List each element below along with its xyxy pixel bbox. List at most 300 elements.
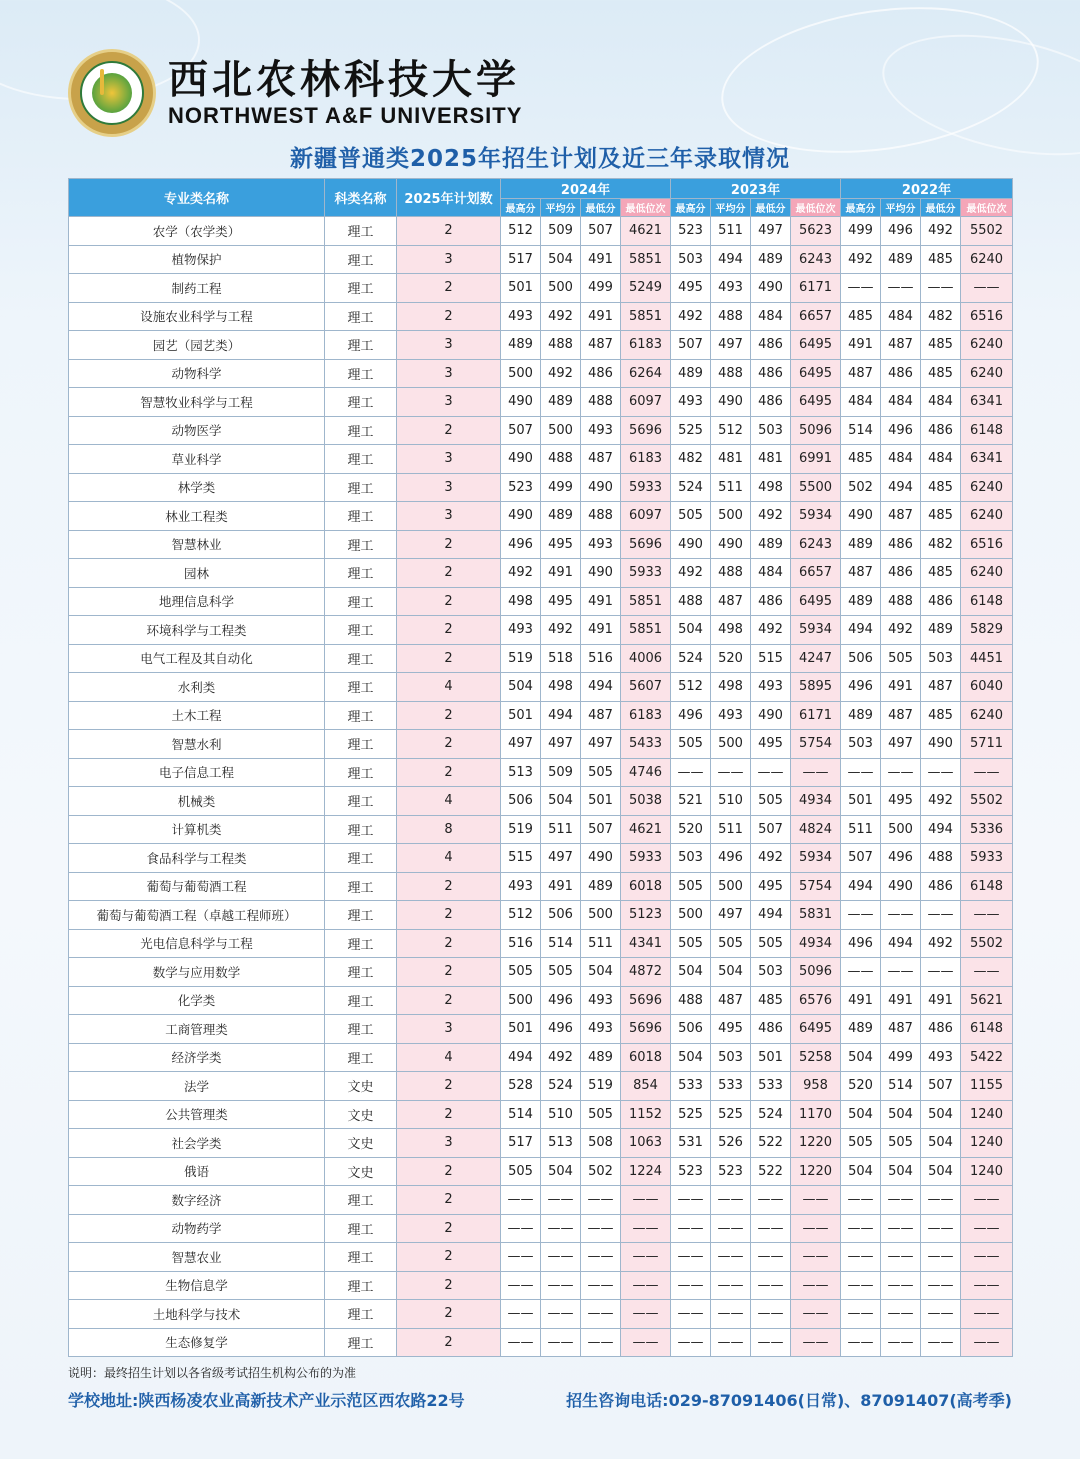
avg-score-cell: 518 [541,644,581,673]
min-score-cell: 487 [581,445,621,474]
plan-count-cell: 2 [397,986,501,1015]
avg-score-cell: —— [711,758,751,787]
min-score-cell: —— [581,1186,621,1215]
category-cell: 理工 [325,302,397,331]
avg-score-cell: 488 [711,359,751,388]
avg-score-cell: 510 [541,1100,581,1129]
school-address: 学校地址:陕西杨凌农业高新技术产业示范区西农路22号 [68,1391,465,1410]
max-score-cell: 482 [671,445,711,474]
min-rank-cell: 4824 [791,815,841,844]
min-score-cell: 493 [581,986,621,1015]
min-rank-cell: 6240 [961,502,1013,531]
min-rank-cell: 5933 [621,473,671,502]
min-score-cell: 488 [921,844,961,873]
min-rank-cell: 5123 [621,901,671,930]
major-name-cell: 工商管理类 [69,1015,325,1044]
min-rank-cell: 1152 [621,1100,671,1129]
avg-score-cell: 487 [881,701,921,730]
plan-count-cell: 2 [397,929,501,958]
min-score-cell: 486 [921,872,961,901]
major-name-cell: 食品科学与工程类 [69,844,325,873]
category-cell: 理工 [325,815,397,844]
table-row [69,644,1013,673]
min-score-cell: 522 [751,1157,791,1186]
category-cell: 理工 [325,986,397,1015]
min-rank-cell: 5934 [791,616,841,645]
avg-score-cell: 496 [711,844,751,873]
min-score-cell: 504 [581,958,621,987]
min-score-cell: 484 [751,559,791,588]
category-cell: 文史 [325,1129,397,1158]
max-score-cell: 514 [501,1100,541,1129]
min-score-cell: 492 [921,929,961,958]
min-rank-cell: 6183 [621,701,671,730]
avg-score-cell: 504 [881,1100,921,1129]
min-score-cell: 486 [751,359,791,388]
avg-score-cell: 498 [711,616,751,645]
avg-score-cell: 494 [541,701,581,730]
max-score-cell: —— [501,1186,541,1215]
major-name-cell: 地理信息科学 [69,587,325,616]
min-rank-cell: —— [961,1186,1013,1215]
table-row [69,1328,1013,1357]
min-score-cell: 490 [581,473,621,502]
plan-count-cell: 3 [397,1129,501,1158]
major-name-cell: 葡萄与葡萄酒工程（卓越工程师班） [69,901,325,930]
avg-score-cell: 488 [541,331,581,360]
avg-score-cell: 523 [711,1157,751,1186]
max-score-cell: 515 [501,844,541,873]
max-score-cell: 489 [841,530,881,559]
max-score-cell: 506 [671,1015,711,1044]
min-rank-cell: 5933 [621,559,671,588]
avg-score-cell: 512 [711,416,751,445]
plan-count-cell: 3 [397,445,501,474]
max-score-cell: 524 [671,473,711,502]
table-row [69,217,1013,246]
max-score-cell: 489 [841,701,881,730]
min-rank-cell: 4341 [621,929,671,958]
min-score-cell: —— [751,1214,791,1243]
min-rank-cell: 5502 [961,787,1013,816]
major-name-cell: 葡萄与葡萄酒工程 [69,872,325,901]
major-name-cell: 机械类 [69,787,325,816]
table-row [69,787,1013,816]
min-score-cell: 486 [751,331,791,360]
min-rank-cell: 4746 [621,758,671,787]
min-score-cell: —— [581,1300,621,1329]
avg-score-cell: 495 [711,1015,751,1044]
min-rank-cell: 1240 [961,1157,1013,1186]
avg-score-cell: 494 [881,473,921,502]
max-score-cell: 489 [841,587,881,616]
header-min-score: 最低分 [581,199,621,217]
major-name-cell: 智慧水利 [69,730,325,759]
max-score-cell: 503 [671,245,711,274]
min-rank-cell: 6097 [621,388,671,417]
plan-count-cell: 2 [397,1271,501,1300]
min-rank-cell: 5934 [791,844,841,873]
table-row [69,986,1013,1015]
avg-score-cell: 487 [881,1015,921,1044]
avg-score-cell: 506 [541,901,581,930]
min-rank-cell: 6495 [791,359,841,388]
table-row [69,730,1013,759]
max-score-cell: —— [671,1186,711,1215]
avg-score-cell: 484 [881,445,921,474]
min-score-cell: 505 [751,787,791,816]
max-score-cell: 498 [501,587,541,616]
min-score-cell: 501 [751,1043,791,1072]
min-score-cell: 522 [751,1129,791,1158]
avg-score-cell: 500 [881,815,921,844]
min-score-cell: 504 [921,1157,961,1186]
avg-score-cell: 497 [711,331,751,360]
avg-score-cell: 500 [711,502,751,531]
category-cell: 理工 [325,872,397,901]
avg-score-cell: 505 [881,644,921,673]
table-row [69,388,1013,417]
major-name-cell: 数学与应用数学 [69,958,325,987]
max-score-cell: 501 [841,787,881,816]
max-score-cell: 505 [501,958,541,987]
plan-count-cell: 2 [397,701,501,730]
avg-score-cell: 500 [541,416,581,445]
table-row [69,530,1013,559]
min-score-cell: 493 [751,673,791,702]
max-score-cell: 492 [671,302,711,331]
min-score-cell: 493 [921,1043,961,1072]
table-row [69,844,1013,873]
avg-score-cell: 500 [711,730,751,759]
major-name-cell: 生态修复学 [69,1328,325,1357]
max-score-cell: 505 [501,1157,541,1186]
plan-count-cell: 2 [397,1186,501,1215]
min-score-cell: —— [921,958,961,987]
avg-score-cell: 504 [711,958,751,987]
plan-count-cell: 2 [397,274,501,303]
plan-count-cell: 8 [397,815,501,844]
min-rank-cell: 6657 [791,559,841,588]
max-score-cell: 492 [841,245,881,274]
category-cell: 理工 [325,730,397,759]
max-score-cell: 505 [671,502,711,531]
max-score-cell: 494 [841,872,881,901]
min-rank-cell: 6183 [621,445,671,474]
table-row [69,673,1013,702]
min-rank-cell: 5851 [621,587,671,616]
header-max-score: 最高分 [671,199,711,217]
min-score-cell: 495 [751,730,791,759]
header-max-score: 最高分 [841,199,881,217]
min-score-cell: 533 [751,1072,791,1101]
max-score-cell: 525 [671,416,711,445]
max-score-cell: —— [841,758,881,787]
avg-score-cell: 511 [711,217,751,246]
min-rank-cell: 6657 [791,302,841,331]
min-score-cell: —— [751,758,791,787]
min-rank-cell: 5851 [621,616,671,645]
min-rank-cell: 5096 [791,958,841,987]
major-name-cell: 草业科学 [69,445,325,474]
header-min-score: 最低分 [751,199,791,217]
min-score-cell: —— [581,1328,621,1357]
avg-score-cell: 486 [881,559,921,588]
min-score-cell: 494 [581,673,621,702]
min-score-cell: 488 [581,502,621,531]
max-score-cell: —— [841,901,881,930]
min-score-cell: 486 [751,1015,791,1044]
header-min-rank: 最低位次 [621,199,671,217]
min-score-cell: 489 [581,1043,621,1072]
min-rank-cell: 6240 [961,245,1013,274]
plan-count-cell: 3 [397,473,501,502]
category-cell: 理工 [325,1043,397,1072]
min-rank-cell: 1170 [791,1100,841,1129]
max-score-cell: 505 [671,730,711,759]
plan-count-cell: 2 [397,901,501,930]
university-name-en: NORTHWEST A&F UNIVERSITY [168,103,523,128]
plan-count-cell: 4 [397,844,501,873]
category-cell: 理工 [325,844,397,873]
max-score-cell: 519 [501,815,541,844]
avg-score-cell: 499 [881,1043,921,1072]
max-score-cell: 491 [841,986,881,1015]
min-rank-cell: —— [961,1328,1013,1357]
min-rank-cell: 6243 [791,530,841,559]
max-score-cell: 520 [671,815,711,844]
table-row [69,1072,1013,1101]
category-cell: 理工 [325,1186,397,1215]
category-cell: 理工 [325,616,397,645]
plan-count-cell: 2 [397,1214,501,1243]
major-name-cell: 社会学类 [69,1129,325,1158]
min-score-cell: —— [921,1214,961,1243]
min-rank-cell: 6148 [961,416,1013,445]
avg-score-cell: 514 [881,1072,921,1101]
max-score-cell: 504 [671,958,711,987]
avg-score-cell: 509 [541,758,581,787]
max-score-cell: —— [841,1328,881,1357]
max-score-cell: 500 [671,901,711,930]
min-score-cell: 504 [921,1100,961,1129]
avg-score-cell: —— [881,1243,921,1272]
min-rank-cell: 6576 [791,986,841,1015]
avg-score-cell: —— [881,958,921,987]
header-avg-score: 平均分 [881,199,921,217]
min-score-cell: 492 [751,502,791,531]
min-score-cell: 505 [751,929,791,958]
avg-score-cell: 511 [711,473,751,502]
category-cell: 理工 [325,274,397,303]
avg-score-cell: —— [881,1186,921,1215]
min-score-cell: 501 [581,787,621,816]
min-rank-cell: 5696 [621,1015,671,1044]
min-score-cell: —— [921,1243,961,1272]
max-score-cell: 493 [501,302,541,331]
min-rank-cell: 1240 [961,1129,1013,1158]
min-rank-cell: 5754 [791,730,841,759]
min-score-cell: —— [921,758,961,787]
plan-count-cell: 3 [397,359,501,388]
avg-score-cell: 495 [541,530,581,559]
avg-score-cell: 511 [541,815,581,844]
min-rank-cell: 6495 [791,331,841,360]
category-cell: 理工 [325,416,397,445]
min-rank-cell: 5249 [621,274,671,303]
header-max-score: 最高分 [501,199,541,217]
min-score-cell: 485 [921,473,961,502]
min-score-cell: 482 [921,530,961,559]
avg-score-cell: 524 [541,1072,581,1101]
min-score-cell: 507 [581,217,621,246]
min-rank-cell: 4621 [621,815,671,844]
min-score-cell: —— [921,1271,961,1300]
max-score-cell: 484 [841,388,881,417]
max-score-cell: —— [671,758,711,787]
category-cell: 理工 [325,445,397,474]
avg-score-cell: 493 [711,701,751,730]
min-rank-cell: 4006 [621,644,671,673]
max-score-cell: 507 [671,331,711,360]
min-rank-cell: —— [791,1300,841,1329]
min-rank-cell: 6018 [621,1043,671,1072]
category-cell: 理工 [325,644,397,673]
max-score-cell: 500 [501,359,541,388]
min-rank-cell: 5502 [961,217,1013,246]
min-rank-cell: 5607 [621,673,671,702]
max-score-cell: 495 [671,274,711,303]
major-name-cell: 计算机类 [69,815,325,844]
min-score-cell: —— [921,274,961,303]
table-row [69,758,1013,787]
plan-count-cell: 2 [397,616,501,645]
max-score-cell: 516 [501,929,541,958]
avg-score-cell: —— [881,1214,921,1243]
avg-score-cell: 486 [881,359,921,388]
min-rank-cell: 6495 [791,388,841,417]
min-rank-cell: 5895 [791,673,841,702]
max-score-cell: 490 [501,502,541,531]
max-score-cell: 533 [671,1072,711,1101]
avg-score-cell: 511 [711,815,751,844]
table-row [69,815,1013,844]
min-rank-cell: 6097 [621,502,671,531]
category-cell: 理工 [325,1214,397,1243]
min-score-cell: 491 [581,587,621,616]
min-score-cell: 486 [751,587,791,616]
max-score-cell: 531 [671,1129,711,1158]
max-score-cell: 507 [501,416,541,445]
min-rank-cell: —— [791,1328,841,1357]
min-score-cell: 503 [751,416,791,445]
avg-score-cell: 495 [881,787,921,816]
category-cell: 理工 [325,473,397,502]
min-rank-cell: —— [791,1214,841,1243]
avg-score-cell: —— [711,1243,751,1272]
max-score-cell: 501 [501,701,541,730]
avg-score-cell: 500 [541,274,581,303]
max-score-cell: —— [501,1300,541,1329]
category-cell: 理工 [325,1015,397,1044]
category-cell: 理工 [325,587,397,616]
major-name-cell: 数字经济 [69,1186,325,1215]
min-score-cell: 492 [921,787,961,816]
table-row [69,359,1013,388]
table-row [69,872,1013,901]
min-rank-cell: 5829 [961,616,1013,645]
max-score-cell: 505 [841,1129,881,1158]
min-rank-cell: 5831 [791,901,841,930]
avg-score-cell: 481 [711,445,751,474]
max-score-cell: 494 [841,616,881,645]
avg-score-cell: 491 [541,872,581,901]
category-cell: 理工 [325,1300,397,1329]
min-score-cell: 490 [581,844,621,873]
max-score-cell: —— [841,1214,881,1243]
min-rank-cell: 1220 [791,1157,841,1186]
min-rank-cell: 5934 [791,502,841,531]
table-row [69,958,1013,987]
min-rank-cell: 1220 [791,1129,841,1158]
avg-score-cell: —— [881,901,921,930]
min-rank-cell: —— [621,1271,671,1300]
min-score-cell: 498 [751,473,791,502]
min-rank-cell: —— [621,1328,671,1357]
min-rank-cell: 5851 [621,302,671,331]
min-score-cell: 482 [921,302,961,331]
min-rank-cell: 5933 [621,844,671,873]
min-score-cell: 484 [751,302,791,331]
table-row [69,445,1013,474]
min-score-cell: —— [921,1328,961,1357]
min-score-cell: 493 [581,530,621,559]
plan-count-cell: 4 [397,673,501,702]
min-score-cell: 505 [581,1100,621,1129]
major-name-cell: 林业工程类 [69,502,325,531]
max-score-cell: —— [671,1328,711,1357]
avg-score-cell: 497 [541,730,581,759]
plan-count-cell: 3 [397,388,501,417]
avg-score-cell: 496 [881,217,921,246]
min-score-cell: —— [751,1300,791,1329]
min-rank-cell: 6148 [961,1015,1013,1044]
min-rank-cell: 5623 [791,217,841,246]
max-score-cell: 488 [671,587,711,616]
category-cell: 理工 [325,331,397,360]
min-rank-cell: 5096 [791,416,841,445]
min-score-cell: 489 [751,245,791,274]
min-score-cell: 492 [751,844,791,873]
major-name-cell: 法学 [69,1072,325,1101]
plan-count-cell: 2 [397,1100,501,1129]
avg-score-cell: —— [711,1214,751,1243]
min-score-cell: 487 [581,701,621,730]
major-name-cell: 动物科学 [69,359,325,388]
avg-score-cell: 498 [711,673,751,702]
max-score-cell: 499 [841,217,881,246]
avg-score-cell: 487 [881,331,921,360]
min-rank-cell: 4621 [621,217,671,246]
min-score-cell: 481 [751,445,791,474]
table-row [69,1043,1013,1072]
header-plan: 2025年计划数 [397,179,501,217]
min-rank-cell: 6171 [791,274,841,303]
avg-score-cell: 490 [881,872,921,901]
max-score-cell: —— [671,1214,711,1243]
table-row [69,1243,1013,1272]
max-score-cell: 489 [501,331,541,360]
